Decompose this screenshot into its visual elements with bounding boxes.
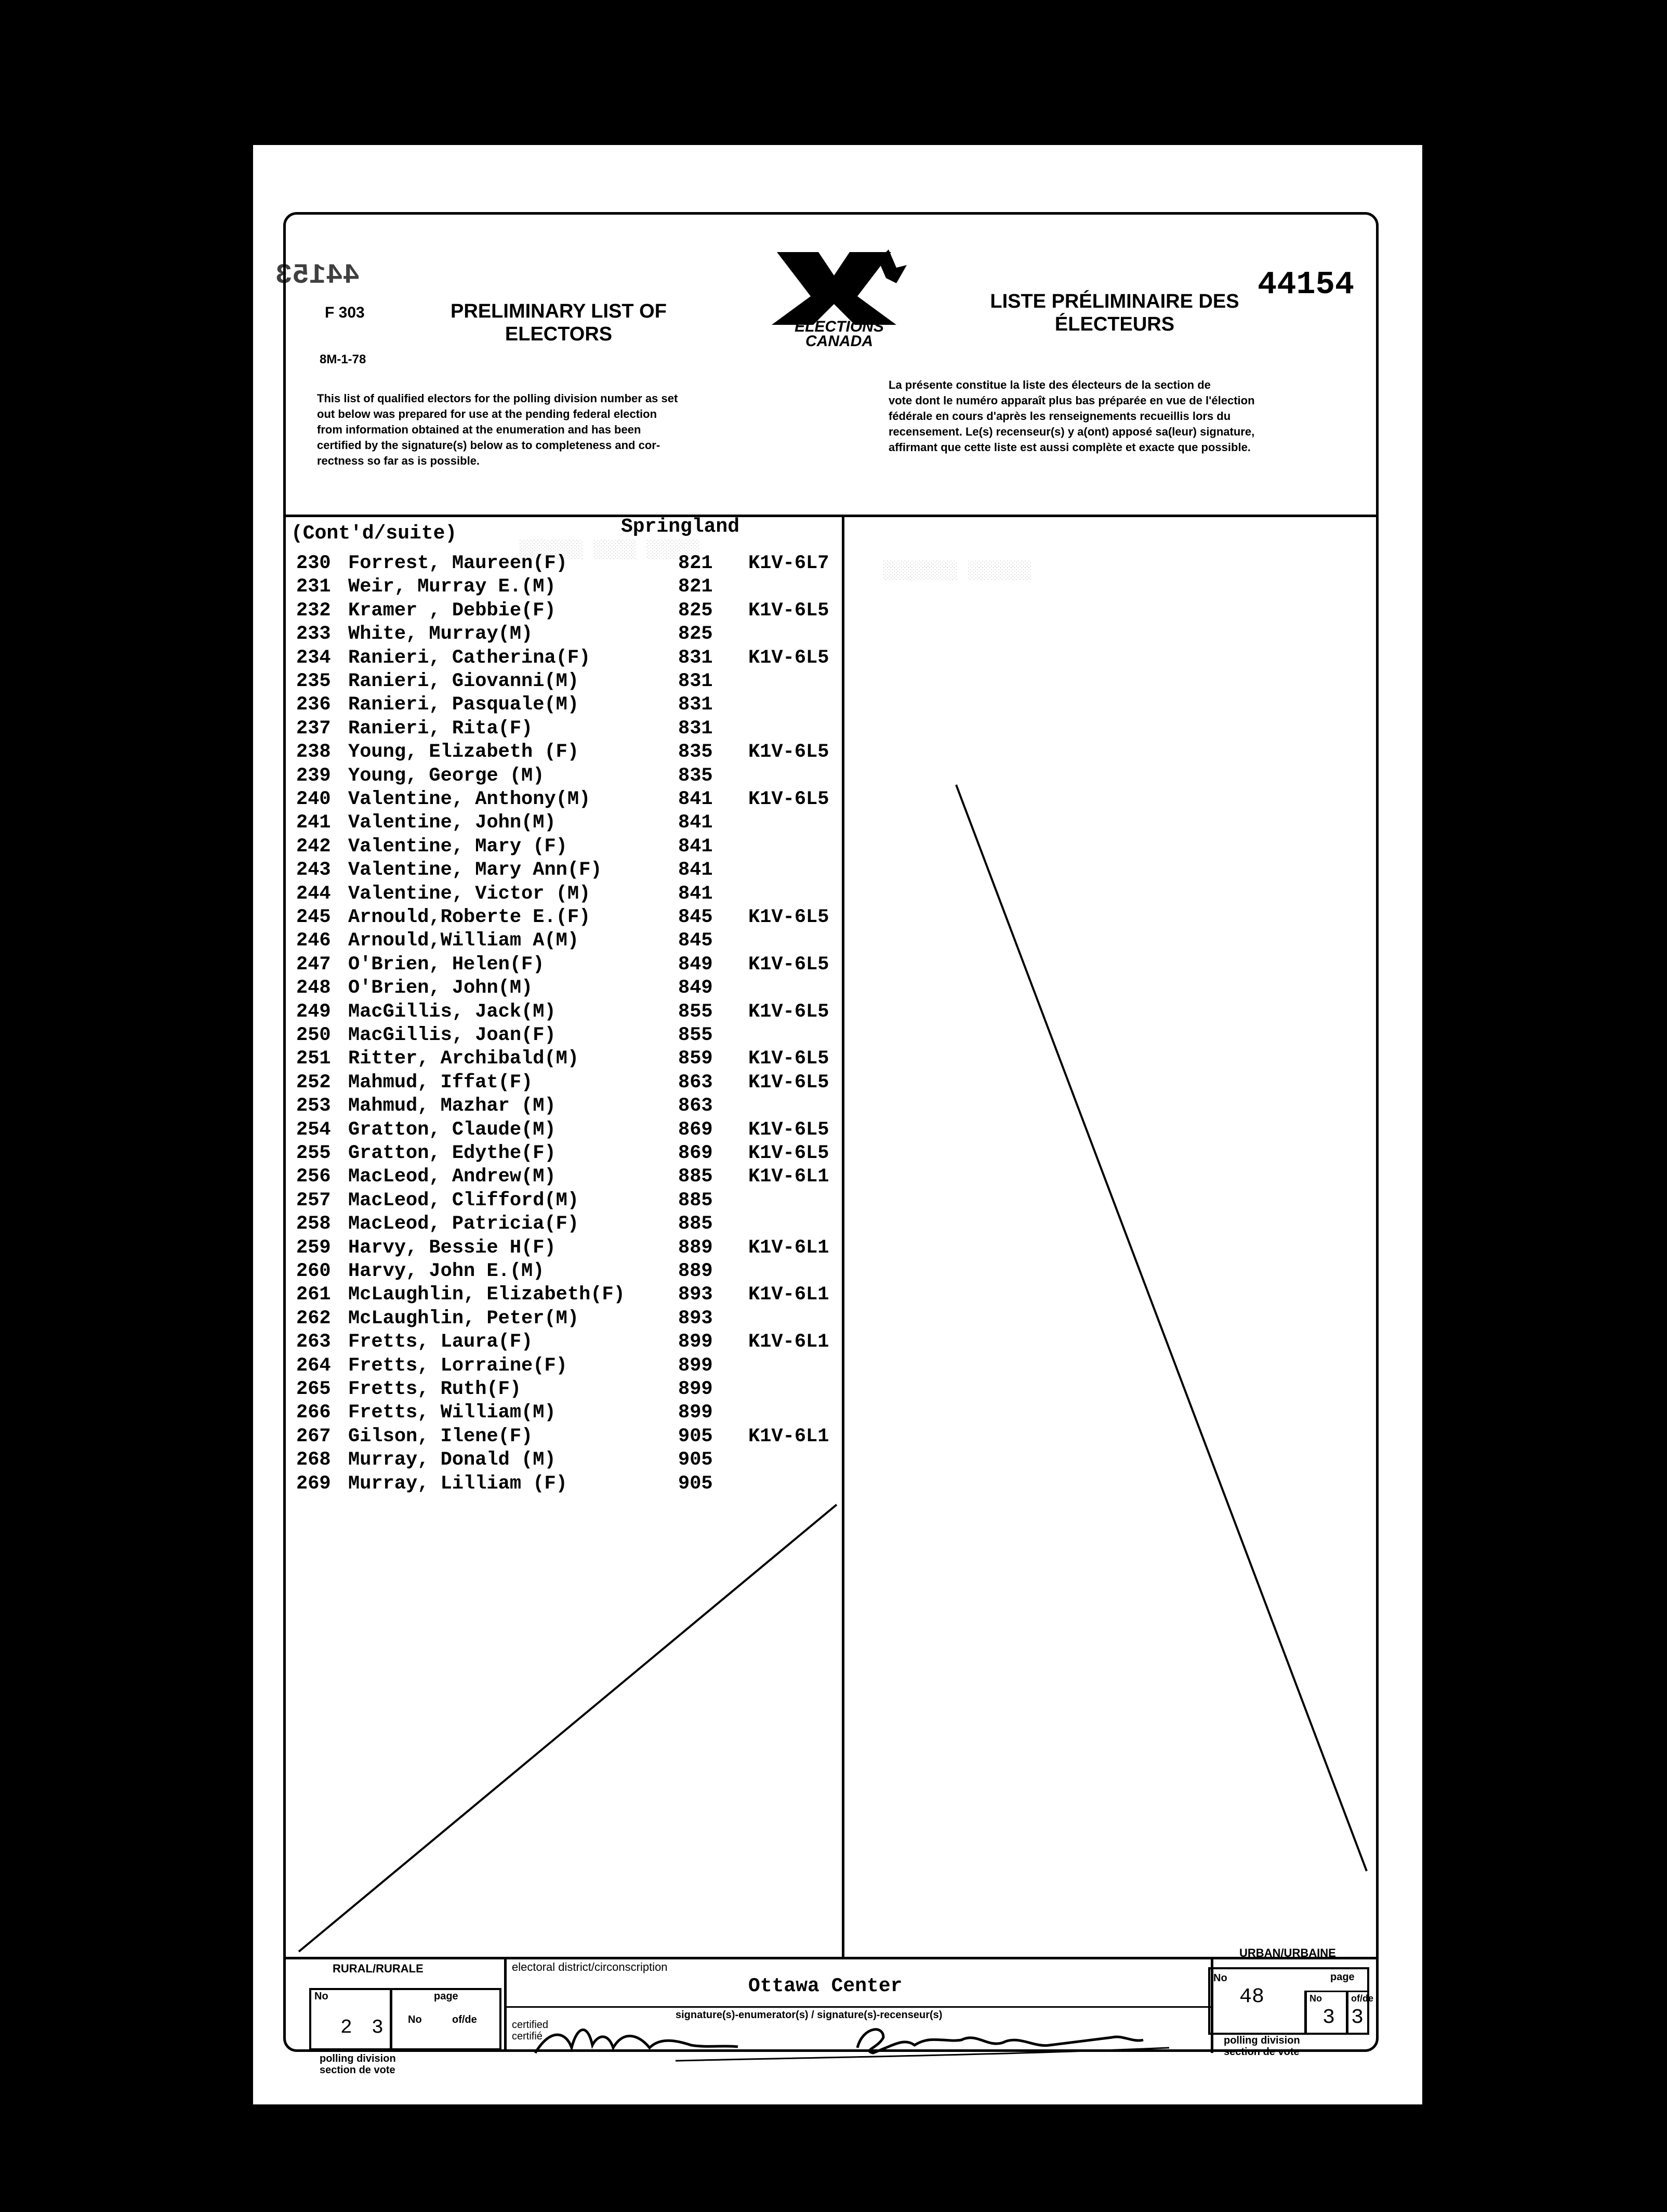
elector-number: 264 — [296, 1354, 331, 1377]
urban-label: URBAN/URBAINE — [1239, 1946, 1336, 1959]
mirrored-list-number: 44153 — [275, 260, 360, 292]
house-number: 889 — [678, 1236, 713, 1259]
elector-number: 258 — [296, 1213, 331, 1235]
elector-name: Ranieri, Rita(F) — [348, 717, 533, 740]
postal-code: K1V-6L1 — [748, 1284, 829, 1306]
polling-label-en: polling division — [1224, 2035, 1300, 2046]
postal-code: K1V-6L5 — [748, 788, 829, 810]
elector-number: 246 — [296, 930, 331, 952]
postal-code: K1V-6L5 — [748, 1142, 829, 1164]
elector-number: 248 — [296, 977, 331, 999]
rural-no-label: No — [314, 1991, 328, 2002]
elector-name: MacGillis, Jack(M) — [348, 1000, 556, 1023]
elector-number: 237 — [296, 717, 331, 740]
house-number: 841 — [678, 835, 713, 858]
house-number: 841 — [678, 788, 713, 810]
house-number: 845 — [678, 906, 713, 928]
elector-number: 239 — [296, 765, 331, 787]
electoral-district: Ottawa Center — [748, 1975, 903, 1997]
house-number: 899 — [678, 1354, 713, 1377]
certified-fr: certifié — [512, 2031, 543, 2042]
house-number: 859 — [678, 1048, 713, 1070]
house-number: 825 — [678, 623, 713, 646]
footer-divider — [283, 1957, 1379, 1959]
house-number: 841 — [678, 812, 713, 834]
intro-english-line: out below was prepared for use at the pending federal election — [317, 407, 657, 420]
elector-name: Forrest, Maureen(F) — [348, 552, 567, 574]
elector-name: Valentine, Anthony(M) — [348, 788, 591, 810]
house-number: 831 — [678, 717, 713, 740]
house-number: 831 — [678, 670, 713, 692]
elector-name: MacLeod, Andrew(M) — [348, 1166, 556, 1188]
list-number: 44154 — [1258, 266, 1355, 303]
rural-page-number: 2 — [340, 2017, 352, 2039]
house-number: 825 — [678, 599, 713, 622]
bleed-through-text: ░░░░░░ ░░░░ ░░░░░ — [520, 541, 700, 560]
elector-name: Murray, Lilliam (F) — [348, 1472, 567, 1495]
intro-french-line: La présente constitue la liste des électeurs de la section de — [889, 378, 1211, 391]
signature-label: signature(s)-enumerator(s) / signature(s)-recenseur(s) — [676, 2009, 943, 2021]
elector-name: McLaughlin, Elizabeth(F) — [348, 1284, 625, 1306]
elector-number: 240 — [296, 788, 331, 810]
elector-name: Kramer , Debbie(F) — [348, 599, 556, 622]
urban-page-label: page — [1330, 1971, 1355, 1983]
urban-box-hline — [1304, 1991, 1369, 1992]
elector-number: 249 — [296, 1000, 331, 1023]
elector-number: 263 — [296, 1331, 331, 1353]
rural-label: RURAL/RURALE — [333, 1962, 424, 1975]
urban-no-label: No — [1213, 1972, 1227, 1984]
intro-english-line: from information obtained at the enumeration and has been — [317, 423, 641, 436]
elector-number: 257 — [296, 1189, 331, 1212]
elector-name: O'Brien, John(M) — [348, 977, 533, 999]
house-number: 899 — [678, 1378, 713, 1400]
postal-code: K1V-6L5 — [748, 599, 829, 622]
urban-page-of: 3 — [1351, 2006, 1364, 2030]
elector-name: O'Brien, Helen(F) — [348, 953, 545, 976]
house-number: 831 — [678, 647, 713, 669]
footer-left-divider — [504, 1957, 507, 2050]
elector-name: MacGillis, Joan(F) — [348, 1024, 556, 1046]
house-number: 855 — [678, 1000, 713, 1023]
house-number: 885 — [678, 1166, 713, 1188]
intro-french-line: affirmant que cette liste est aussi complète et exacte que possible. — [889, 441, 1251, 454]
postal-code: K1V-6L5 — [748, 906, 829, 928]
postal-code: K1V-6L1 — [748, 1425, 829, 1447]
elector-number: 244 — [296, 883, 331, 905]
elector-name: Valentine, Mary (F) — [348, 835, 567, 858]
elector-name: Murray, Donald (M) — [348, 1449, 556, 1471]
elector-name: Young, George (M) — [348, 765, 545, 787]
elector-number: 251 — [296, 1048, 331, 1070]
elector-number: 266 — [296, 1402, 331, 1424]
intro-english-line: certified by the signature(s) below as to completeness and cor- — [317, 439, 660, 452]
postal-code: K1V-6L5 — [748, 741, 829, 763]
elector-number: 241 — [296, 812, 331, 834]
house-number: 899 — [678, 1331, 713, 1353]
elector-name: Valentine, Victor (M) — [348, 883, 591, 905]
elector-name: McLaughlin, Peter(M) — [348, 1307, 579, 1329]
continued-label: (Cont'd/suite) — [291, 522, 457, 545]
rural-page-label: page — [434, 1991, 458, 2002]
intro-french-line: recensement. Le(s) recenseur(s) y a(ont) apposé sa(leur) signature, — [889, 425, 1255, 438]
street-name: Springland — [621, 516, 740, 538]
rural-page-of: 3 — [372, 2017, 383, 2039]
postal-code: K1V-6L5 — [748, 647, 829, 669]
elector-number: 233 — [296, 623, 331, 646]
elector-number: 230 — [296, 552, 331, 574]
elector-number: 256 — [296, 1166, 331, 1188]
urban-no-label-2: No — [1309, 1993, 1322, 2004]
postal-code: K1V-6L5 — [748, 1071, 829, 1094]
elector-name: Fretts, William(M) — [348, 1402, 556, 1424]
elector-name: Arnould,William A(M) — [348, 930, 579, 952]
house-number: 849 — [678, 953, 713, 976]
intro-english-line: rectness so far as is possible. — [317, 454, 480, 467]
elector-number: 267 — [296, 1425, 331, 1447]
intro-french-line: vote dont le numéro apparaît plus bas préparée en vue de l'élection — [889, 394, 1255, 407]
house-number: 821 — [678, 576, 713, 598]
elector-name: Ranieri, Pasquale(M) — [348, 694, 579, 716]
house-number: 889 — [678, 1260, 713, 1282]
title-english-line-1: PRELIMINARY LIST OF — [451, 300, 667, 322]
house-number: 855 — [678, 1024, 713, 1046]
title-french-line-2: ÉLECTEURS — [1054, 313, 1175, 335]
elector-number: 260 — [296, 1260, 331, 1282]
elector-number: 243 — [296, 859, 331, 881]
elector-number: 265 — [296, 1378, 331, 1400]
elector-name: Fretts, Laura(F) — [348, 1331, 533, 1353]
elector-number: 261 — [296, 1284, 331, 1306]
postal-code: K1V-6L1 — [748, 1236, 829, 1259]
elector-name: Harvy, Bessie H(F) — [348, 1236, 556, 1259]
elector-name: Arnould,Roberte E.(F) — [348, 906, 591, 928]
elector-name: Gilson, Ilene(F) — [348, 1425, 533, 1447]
house-number: 905 — [678, 1472, 713, 1495]
elector-number: 231 — [296, 576, 331, 598]
elector-number: 269 — [296, 1472, 331, 1495]
certified-en: certified — [512, 2019, 549, 2031]
elector-name: MacLeod, Patricia(F) — [348, 1213, 579, 1235]
elector-number: 238 — [296, 741, 331, 763]
elector-name: Weir, Murray E.(M) — [348, 576, 556, 598]
logo-text-canada: CANADA — [805, 333, 873, 350]
elector-name: Harvy, John E.(M) — [348, 1260, 545, 1282]
polling-division-left — [320, 2053, 396, 2076]
elector-number: 259 — [296, 1236, 331, 1259]
elector-number: 255 — [296, 1142, 331, 1164]
elector-number: 262 — [296, 1307, 331, 1329]
house-number: 899 — [678, 1402, 713, 1424]
rural-box-divider — [390, 1988, 392, 2050]
district-label: electoral district/circonscription — [512, 1960, 668, 1973]
urban-polling-number: 48 — [1239, 1985, 1265, 2009]
form-date: 8M-1-78 — [320, 352, 366, 366]
intro-french-line: fédérale en cours d'après les renseignements recueillis lors du — [889, 410, 1231, 423]
postal-code: K1V-6L5 — [748, 1048, 829, 1070]
postal-code: K1V-6L1 — [748, 1331, 829, 1353]
elector-name: Mahmud, Mazhar (M) — [348, 1095, 556, 1117]
elector-number: 236 — [296, 694, 331, 716]
elector-name: White, Murray(M) — [348, 623, 533, 646]
elector-name: Ranieri, Giovanni(M) — [348, 670, 579, 692]
urban-box-divider-2 — [1346, 1991, 1348, 2035]
house-number: 831 — [678, 694, 713, 716]
elector-number: 254 — [296, 1118, 331, 1141]
urban-box-divider — [1304, 1991, 1307, 2035]
elector-name: Valentine, John(M) — [348, 812, 556, 834]
elector-number: 234 — [296, 647, 331, 669]
house-number: 863 — [678, 1071, 713, 1094]
bleed-through-text: ░░░░░░░ ░░░░░░ — [883, 561, 1032, 581]
polling-label-en: polling division — [320, 2053, 396, 2064]
postal-code: K1V-6L5 — [748, 1118, 829, 1141]
elector-number: 253 — [296, 1095, 331, 1117]
house-number: 841 — [678, 883, 713, 905]
house-number: 869 — [678, 1142, 713, 1164]
house-number: 835 — [678, 741, 713, 763]
elector-number: 247 — [296, 953, 331, 976]
elector-number: 252 — [296, 1071, 331, 1094]
title-french-line-1: LISTE PRÉLIMINAIRE DES — [990, 291, 1239, 312]
elector-name: Ritter, Archibald(M) — [348, 1048, 579, 1070]
elector-number: 268 — [296, 1449, 331, 1471]
urban-of-label: of/de — [1351, 1993, 1373, 2004]
elector-number: 245 — [296, 906, 331, 928]
elector-number: 242 — [296, 835, 331, 858]
polling-division-right — [1224, 2035, 1300, 2058]
house-number: 835 — [678, 765, 713, 787]
postal-code: K1V-6L1 — [748, 1166, 829, 1188]
house-number: 893 — [678, 1307, 713, 1329]
elector-number: 235 — [296, 670, 331, 692]
house-number: 885 — [678, 1189, 713, 1212]
polling-label-fr: section de vote — [1224, 2046, 1300, 2058]
elector-name: Fretts, Ruth(F) — [348, 1378, 522, 1400]
elector-name: Fretts, Lorraine(F) — [348, 1354, 567, 1377]
house-number: 869 — [678, 1118, 713, 1141]
elector-name: Ranieri, Catherina(F) — [348, 647, 591, 669]
elector-name: Mahmud, Iffat(F) — [348, 1071, 533, 1094]
elector-number: 232 — [296, 599, 331, 622]
rural-of-label: of/de — [452, 2014, 477, 2025]
elector-name: Gratton, Edythe(F) — [348, 1142, 556, 1164]
intro-english-line: This list of qualified electors for the polling division number as set — [317, 392, 678, 405]
postal-code: K1V-6L5 — [748, 1000, 829, 1023]
enumerator-signatures — [520, 2017, 1206, 2069]
house-number: 849 — [678, 977, 713, 999]
polling-label-fr: section de vote — [320, 2064, 395, 2076]
house-number: 821 — [678, 552, 713, 574]
house-number: 905 — [678, 1449, 713, 1471]
postal-code: K1V-6L7 — [748, 552, 829, 574]
house-number: 863 — [678, 1095, 713, 1117]
house-number: 905 — [678, 1425, 713, 1447]
house-number: 893 — [678, 1284, 713, 1306]
elector-name: Valentine, Mary Ann(F) — [348, 859, 602, 881]
house-number: 885 — [678, 1213, 713, 1235]
house-number: 841 — [678, 859, 713, 881]
elector-name: Young, Elizabeth (F) — [348, 741, 579, 763]
elector-name: Gratton, Claude(M) — [348, 1118, 556, 1141]
title-english-line-2: ELECTORS — [505, 323, 613, 345]
elector-number: 250 — [296, 1024, 331, 1046]
house-number: 845 — [678, 930, 713, 952]
elector-name: MacLeod, Clifford(M) — [348, 1189, 579, 1212]
urban-page-number: 3 — [1322, 2006, 1335, 2030]
postal-code: K1V-6L5 — [748, 953, 829, 976]
form-code: F 303 — [325, 304, 365, 321]
logo-text-elections: ELECTIONS — [795, 318, 884, 335]
rural-no-label-2: No — [408, 2014, 422, 2025]
district-divider — [504, 2006, 1211, 2008]
